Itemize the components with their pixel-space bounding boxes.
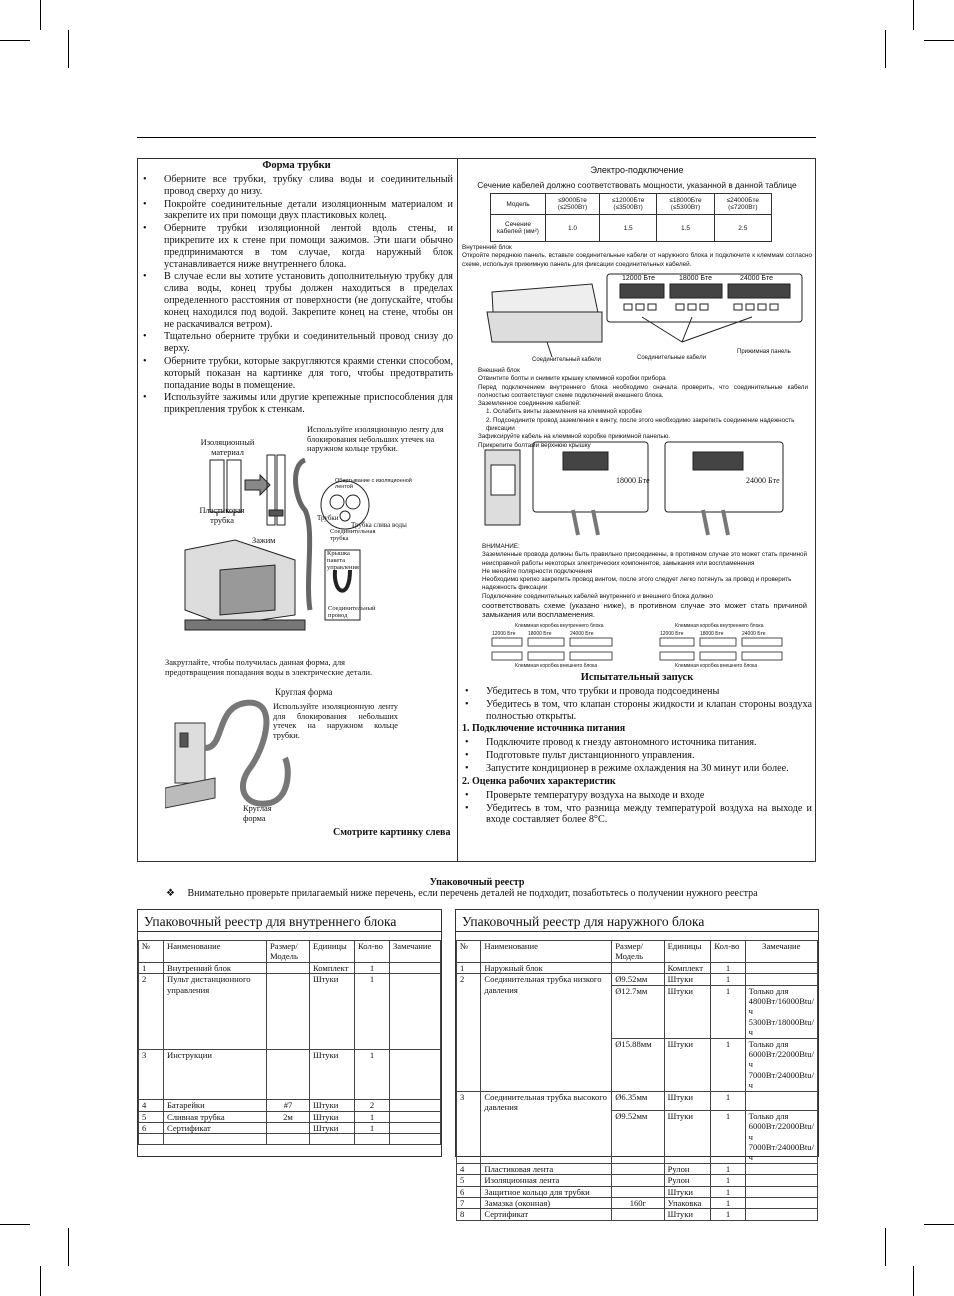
- conn-cable-label: Соединительный кабели: [532, 357, 601, 363]
- indoor-title: Внутренний блок: [462, 244, 512, 251]
- scheme-left-label: 12000 Бте: [492, 631, 516, 637]
- diamond-icon: ❖: [166, 888, 175, 899]
- column-divider: [457, 158, 458, 862]
- cell: 1: [711, 962, 745, 973]
- cell: Инструкции: [164, 1050, 267, 1100]
- cell: [390, 1123, 441, 1134]
- cell: 3: [139, 1050, 164, 1100]
- unit-label-18000: 18000 Бте: [616, 476, 650, 485]
- cell: Штуки: [664, 974, 711, 985]
- outdoor-step: Прикрепите болтами верхнюю крышку: [478, 441, 591, 449]
- power-title: 1. Подключение источника питания: [462, 723, 626, 735]
- cell: [164, 1134, 267, 1145]
- test-item: • Убедитесь в том, что трубки и провода подсоединены: [462, 686, 812, 698]
- indoor-table: [138, 940, 441, 1145]
- cell: [267, 974, 310, 1050]
- wiring-schemes: [490, 622, 810, 672]
- test-run-section: [462, 672, 812, 827]
- cell: Штуки: [310, 1050, 355, 1100]
- conn-cables2-label: Соединительные кабели: [637, 355, 706, 361]
- indoor-text: Откройте переднюю панель, вставьте соединительные кабели от наружного блока и подключите к клеммам согласно схеме, используя прижимную панель для фиксации соединительных кабелей.: [462, 252, 812, 268]
- cell: [745, 1175, 817, 1186]
- power-list: [462, 737, 812, 774]
- caption-label: Закруглайте, чтобы получилась данная форма, для предотвращения попадания воды в электрические детали.: [165, 658, 373, 677]
- bullet-item: • Тщательно оберните трубки и соединительный провод снизу до верху.: [140, 331, 453, 355]
- table-row: [457, 1186, 818, 1197]
- cell: 3: [457, 1091, 481, 1163]
- cell: 1: [355, 962, 390, 973]
- cell: [390, 1111, 441, 1122]
- pipe-bullets: [140, 174, 453, 416]
- attention-title: ВНИМАНИЕ:: [482, 543, 520, 550]
- outdoor-packing-table: [455, 909, 819, 1220]
- cell: Штуки: [310, 974, 355, 1050]
- table-row: [457, 1175, 818, 1186]
- packing-title: Упаковочный реестр: [429, 877, 525, 888]
- outdoor-title: Внешний блок: [478, 367, 520, 374]
- cell: 5: [457, 1175, 481, 1186]
- perf-title: 2. Оценка рабочих характеристик: [462, 775, 616, 787]
- cell: Соединительная трубка высокого давления: [481, 1091, 612, 1163]
- table-row: [139, 1123, 441, 1134]
- col-header: Кол-во: [355, 941, 390, 963]
- cell: Только для 6000Вт/22000Btu/ч 7000Вт/24000Btu/ч: [745, 1038, 817, 1091]
- cell: Сертификат: [164, 1123, 267, 1134]
- cell: 1: [711, 1197, 745, 1208]
- tape-note-label: Используйте изоляционную ленту для блокирования небольших утечек на наружном кольце трубки.: [307, 425, 444, 453]
- outdoor-step: Заземленное соединение кабелей:: [478, 400, 581, 408]
- col-header: Размер/ Модель: [267, 941, 310, 963]
- cell: 2м: [267, 1111, 310, 1122]
- table-row: [139, 962, 441, 973]
- cell: Только для 6000Вт/22000Btu/ч 7000Вт/24000Btu/ч: [745, 1110, 817, 1163]
- table-row: [457, 1209, 818, 1220]
- cell: Ø15.88мм: [612, 1038, 664, 1091]
- col-header: Размер/ Модель: [612, 941, 664, 963]
- attention-item: Не меняйте полярности подключения: [482, 567, 593, 575]
- cell: [745, 1186, 817, 1197]
- model-cell: ≤9000Бте (≤2500Вт): [546, 194, 600, 215]
- attention-item: Заземленные провода должны быть правильно присоединены, в противном случае это может стать причиной неисправной работы некоторых электрических компонентов, замыкания или воспламенения: [482, 551, 807, 567]
- cell: Наружный блок: [481, 962, 612, 973]
- attention-tail: соответствовать схеме (указано ниже), в противном случае это может стать причиной замыкания или воспламенения.: [482, 601, 807, 620]
- section-title: Форма трубки: [262, 160, 331, 171]
- cell: Штуки: [310, 1111, 355, 1122]
- value-cell: 1.5: [657, 215, 714, 242]
- cable-table: [490, 193, 772, 242]
- scheme-left-title: Клеммная коробка внутреннего блока: [515, 623, 604, 629]
- cell: 1: [711, 974, 745, 985]
- cell: Штуки: [664, 1038, 711, 1091]
- cell: 4: [139, 1100, 164, 1111]
- cell: 1: [711, 1038, 745, 1091]
- pipe-wrap-drawing: [165, 420, 455, 670]
- round-tape-note: Используйте изоляционную ленту для блокирования небольших утечек на наружном кольце трубки.: [273, 702, 398, 740]
- cell: Ø9.52мм: [612, 1110, 664, 1163]
- cell: Штуки: [310, 1100, 355, 1111]
- terminal-label-12000: 12000 Бте: [622, 275, 656, 282]
- scheme-right-label: 24000 Бте: [742, 631, 766, 637]
- table-row: [457, 974, 818, 985]
- cell: Внутренний блок: [164, 962, 267, 973]
- cell: Штуки: [664, 1091, 711, 1110]
- cell: Рулон: [664, 1175, 711, 1186]
- table-row: [457, 962, 818, 973]
- test-item: • Убедитесь в том, что клапан стороны жидкости и клапан стороны воздуха полностью открыты.: [462, 699, 812, 723]
- cell: 8: [457, 1209, 481, 1220]
- bullet-item: • Оберните все трубки, трубку слива воды и соединительный провод сверху до низу.: [140, 174, 453, 198]
- table-row: [139, 1111, 441, 1122]
- terminal-label-24000: 24000 Бте: [740, 275, 774, 282]
- model-cell: ≤24000Бте (≤7200Вт): [714, 194, 771, 215]
- test-list: [462, 686, 812, 722]
- cell: 1: [355, 1123, 390, 1134]
- cell: Штуки: [664, 1186, 711, 1197]
- table-row: [457, 1091, 818, 1110]
- col-header: Кол-во: [711, 941, 745, 963]
- power-item: • Подключите провод к гнезду автономного источника питания.: [462, 737, 812, 749]
- bullet-item: • Оберните трубки, которые закругляются краями стенки способом, который показан на картинке для того, чтобы предотвратить попадание воды в помещение.: [140, 356, 453, 391]
- cell: 6: [457, 1186, 481, 1197]
- clamp-label: Зажим: [252, 536, 276, 545]
- bullet-item: • В случае если вы хотите установить дополнительную трубку для слива воды, конец трубы должен находиться в пределах определенного расстояния от поверхности (не допускайте, чтобы конец находился под водой. Закрепите конец на стене, чтобы он не раскачивался ветром).: [140, 271, 453, 330]
- cell: Соединительная трубка низкого давления: [481, 974, 612, 1091]
- cell: Штуки: [664, 1209, 711, 1220]
- model-label: Модель: [491, 194, 546, 215]
- cell: #7: [267, 1100, 310, 1111]
- cell: [745, 1163, 817, 1174]
- perf-item: • Проверьте температуру воздуха на выходе и входе: [462, 790, 812, 802]
- round-form-label: Круглая форма: [243, 804, 272, 823]
- cell: [745, 962, 817, 973]
- table-row: [139, 1100, 441, 1111]
- cell: Штуки: [664, 1110, 711, 1163]
- scheme-right-bottom: Клеммная коробка внешнего блока: [675, 663, 758, 669]
- cell: [267, 962, 310, 973]
- cell: [390, 1134, 441, 1145]
- cell: Ø9.52мм: [612, 974, 664, 985]
- terminal-label-18000: 18000 Бте: [679, 275, 713, 282]
- cell: 1: [711, 1110, 745, 1163]
- cell: 160г: [612, 1197, 664, 1208]
- cell: Батарейки: [164, 1100, 267, 1111]
- col-header: Замечание: [390, 941, 441, 963]
- outdoor-wiring-drawing: [483, 440, 803, 538]
- table-row: [139, 1050, 441, 1100]
- round-title-label: Круглая форма: [275, 687, 333, 697]
- scheme-right-label: 18000 Бте: [700, 631, 724, 637]
- table-row: [139, 974, 441, 1050]
- col-header: №: [457, 941, 481, 963]
- cover-label: Крышка пакета управления: [327, 550, 359, 571]
- cell: [612, 1175, 664, 1186]
- cell: 7: [457, 1197, 481, 1208]
- test-title: Испытательный запуск: [580, 672, 694, 683]
- scheme-left-label: 18000 Бте: [528, 631, 552, 637]
- scheme-right-label: 12000 Бте: [660, 631, 684, 637]
- outdoor-packing-title: Упаковочный реестр для наружного блока: [456, 910, 818, 932]
- cell: [612, 1163, 664, 1174]
- perf-item: • Убедитесь в том, что разница между температурой воздуха на выходе и входе составляет более 8°С.: [462, 803, 812, 827]
- cell: 1: [711, 1091, 745, 1110]
- cell: [139, 1134, 164, 1145]
- cell: Комплект: [664, 962, 711, 973]
- round-form-figure: [165, 688, 455, 838]
- cell: [267, 1050, 310, 1100]
- cell: [612, 962, 664, 973]
- cell: Комплект: [310, 962, 355, 973]
- drain-label: Трубка слива воды: [351, 521, 407, 529]
- col-header: Единицы: [664, 941, 711, 963]
- cell: [745, 974, 817, 985]
- scheme-left-bottom: Клеммная коробка внешнего блока: [515, 663, 598, 669]
- cell: Штуки: [664, 985, 711, 1038]
- cell: Сливная трубка: [164, 1111, 267, 1122]
- unit-label-24000: 24000 Бте: [746, 476, 780, 485]
- col-header: Замечание: [745, 941, 817, 963]
- cell: Пластиковая лента: [481, 1163, 612, 1174]
- cell: [267, 1134, 310, 1145]
- attention-item: Необходимо крепко закрепить провод винтом, после этого следует легко потянуть за провод и проверить надежность фиксации: [482, 576, 792, 592]
- plastic-tube-label: Пластиковая трубка: [199, 506, 245, 525]
- attention-item: Подключение соединительных кабелей внутреннего и внешнего блока должно: [482, 592, 713, 600]
- cell: [612, 1209, 664, 1220]
- cell: Сертификат: [481, 1209, 612, 1220]
- table-row: [139, 1134, 441, 1145]
- wrapped-label: Обертывание с изоляционной лентой: [335, 478, 412, 490]
- cell: Рулон: [664, 1163, 711, 1174]
- section-label: Сечение кабелей (мм²): [491, 215, 546, 242]
- cell: 1: [711, 1175, 745, 1186]
- cell: [745, 1091, 817, 1110]
- model-cell: ≤18000Бте (≤5300Вт): [657, 194, 714, 215]
- col-header: Наименование: [481, 941, 612, 963]
- scheme-right-title: Клеммная коробка внутреннего блока: [675, 623, 764, 629]
- packing-note: [166, 888, 758, 899]
- cable-note: Сечение кабелей должно соответствовать мощности, указанной в данной таблице: [477, 180, 797, 190]
- outdoor-step: Зафиксируйте кабель на клеммной коробке прижимной панелью.: [478, 433, 671, 441]
- header-rule: [137, 137, 816, 138]
- electrical-section: [462, 165, 812, 269]
- cell: Ø12.7мм: [612, 985, 664, 1038]
- cell: 1: [711, 1186, 745, 1197]
- bullet-item: • Используйте зажимы или другие крепежные приспособления для прикрепления трубок к стенкам.: [140, 392, 453, 416]
- cell: 5: [139, 1111, 164, 1122]
- cell: Только для 4800Вт/16000Btu/ч 5300Вт/18000Btu/ч: [745, 985, 817, 1038]
- table-row: [457, 1197, 818, 1208]
- cell: 4: [457, 1163, 481, 1174]
- cell: 2: [457, 974, 481, 1091]
- outdoor-step: Перед подключением внутреннего блока необходимо сначала проверить, что соединительные кабели полностью соответствуют схеме подключений внешнего блока.: [478, 383, 808, 399]
- cell: Защитное кольцо для трубки: [481, 1186, 612, 1197]
- insulation-label: Изоляционный материал: [200, 438, 255, 457]
- cell: [355, 1134, 390, 1145]
- attention-section: [482, 543, 807, 619]
- outdoor-step: Отвинтите болты и снимите крышку клеммной коробки прибора: [478, 375, 666, 383]
- model-cell: ≤12000Бте (≤3500Вт): [599, 194, 656, 215]
- col-header: Единицы: [310, 941, 355, 963]
- cell: [612, 1186, 664, 1197]
- cell: [390, 962, 441, 973]
- outdoor-step: 1. Ослабить винты заземления на клеммной коробке: [486, 408, 642, 416]
- value-cell: 2.5: [714, 215, 771, 242]
- elec-title: Электро-подключение: [590, 165, 684, 175]
- cell: [390, 974, 441, 1050]
- cell: [745, 1197, 817, 1208]
- col-header: №: [139, 941, 164, 963]
- cell: 1: [355, 974, 390, 1050]
- cell: [390, 1050, 441, 1100]
- table-row: [457, 1163, 818, 1174]
- cell: 1: [711, 1163, 745, 1174]
- cell: [310, 1134, 355, 1145]
- cell: Ø6.35мм: [612, 1091, 664, 1110]
- cell: 1: [139, 962, 164, 973]
- col-header: Наименование: [164, 941, 267, 963]
- cell: 1: [711, 1209, 745, 1220]
- pipe-form-section: [140, 160, 453, 417]
- indoor-packing-table: [137, 909, 442, 1157]
- cell: 1: [711, 985, 745, 1038]
- indoor-packing-title: Упаковочный реестр для внутреннего блока: [138, 910, 441, 932]
- cell: [267, 1123, 310, 1134]
- perf-list: [462, 790, 812, 826]
- cell: 2: [139, 974, 164, 1050]
- power-item: • Подготовьте пульт дистанционного управления.: [462, 750, 812, 762]
- cell: Замазка (оконная): [481, 1197, 612, 1208]
- cell: Упаковка: [664, 1197, 711, 1208]
- see-left-note: Смотрите картинку слева: [333, 827, 451, 838]
- scheme-left-label: 24000 Бте: [570, 631, 594, 637]
- cell: 6: [139, 1123, 164, 1134]
- cell: 2: [355, 1100, 390, 1111]
- packing-note-text: Внимательно проверьте прилагаемый ниже перечень, если перечень деталей не подходит, позаботьтесь о получении нужного реестра: [187, 888, 758, 899]
- indoor-wiring-figure: [482, 272, 807, 368]
- outdoor-section: [478, 367, 808, 450]
- pipes-label: Трубки: [317, 514, 339, 522]
- cell: Изоляционная лента: [481, 1175, 612, 1186]
- outdoor-table: [456, 940, 818, 1221]
- outdoor-step: 2. Подсоедините провод заземления к винту, после этого необходимо закрепить соединение надежность фиксации: [486, 416, 795, 433]
- cell: 1: [355, 1111, 390, 1122]
- cell: Пульт дистанционного управления: [164, 974, 267, 1050]
- wire-label: Соединительный провод: [328, 605, 376, 619]
- cell: Штуки: [310, 1123, 355, 1134]
- cell: 1: [355, 1050, 390, 1100]
- cell: [390, 1100, 441, 1111]
- cell: [745, 1209, 817, 1220]
- power-item: • Запустите кондиционер в режиме охлаждения на 30 минут или более.: [462, 763, 812, 775]
- value-cell: 1.5: [599, 215, 656, 242]
- bullet-item: • Покройте соединительные детали изоляционным материалом и закрепите их при помощи двух пластиковых колец.: [140, 199, 453, 223]
- outdoor-wiring-figure: [483, 440, 803, 538]
- cell: 1: [457, 962, 481, 973]
- conn-pipe-label: Соединительная трубка: [330, 528, 376, 542]
- pipe-wrap-figure: [165, 420, 455, 677]
- value-cell: 1.0: [546, 215, 600, 242]
- press-panel-label: Прижимная панель: [737, 349, 791, 355]
- bullet-item: • Оберните трубки изоляционной лентой вдоль стены, и прикрепите их к стене при помощи зажимов. Эти шаги обычно предпринимаются в том случае, когда наружный блок устанавливается ниже внутреннего блока.: [140, 223, 453, 270]
